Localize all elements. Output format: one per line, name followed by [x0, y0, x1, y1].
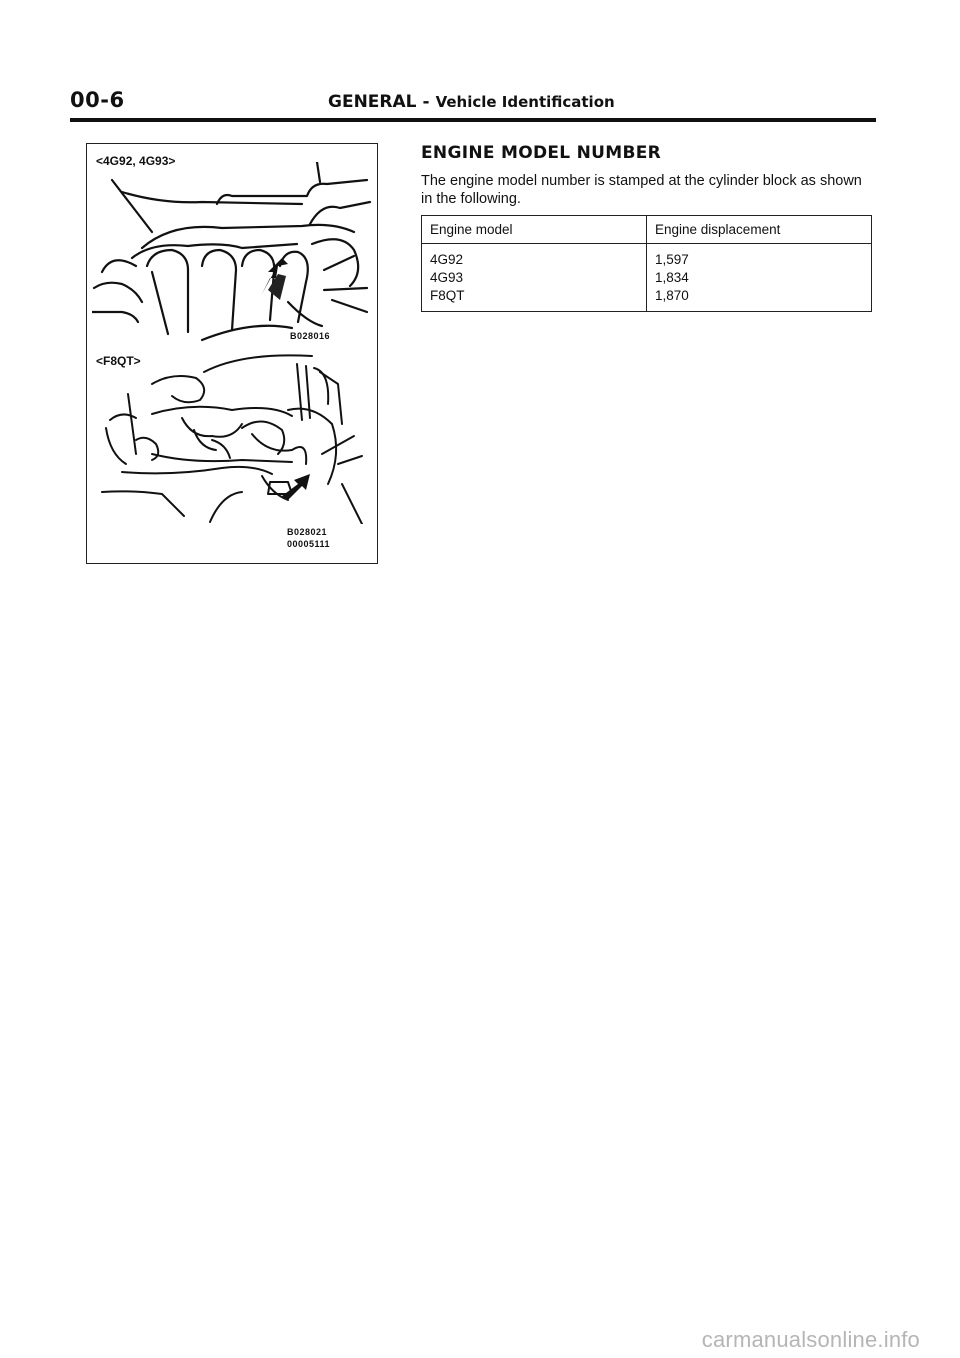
engine-displacement-cell [647, 244, 872, 312]
engine-model-number-section [421, 143, 873, 208]
engine-displacement-value: 1,597 [655, 252, 689, 267]
engine-f8qt-illustration [92, 344, 372, 524]
engine-model-value: 4G93 [430, 270, 464, 285]
figure-label-4g92-4g93: <4G92, 4G93> [96, 154, 176, 168]
engine-displacement-value: 1,834 [655, 270, 689, 285]
engine-figure-panel [86, 143, 378, 564]
section-name: GENERAL [328, 92, 417, 112]
figure-code-b028016: B028016 [290, 331, 331, 341]
engine-spec-table [421, 215, 872, 312]
figure-label-f8qt: <F8QT> [96, 354, 141, 368]
table-row [422, 244, 872, 312]
watermark: carmanualsonline.info [701, 1327, 920, 1352]
table-header-row [422, 216, 872, 244]
column-header-engine-displacement: Engine displacement [647, 216, 872, 244]
section-description: The engine model number is stamped at the cylinder block as shown in the following. [421, 173, 862, 207]
engine-model-value: 4G92 [430, 252, 464, 267]
engine-model-cell [422, 244, 647, 312]
page-number: 00-6 [70, 88, 125, 112]
engine-4g92-illustration [92, 162, 372, 342]
section-title [328, 92, 615, 112]
figure-code-b028021: B028021 [287, 527, 328, 537]
engine-displacement-value: 1,870 [655, 288, 689, 303]
page-header [70, 88, 876, 120]
figure-id: 00005111 [287, 539, 331, 549]
column-header-engine-model: Engine model [422, 216, 647, 244]
subsection-name: Vehicle Identification [435, 93, 615, 111]
header-rule [70, 118, 876, 122]
engine-model-value: F8QT [430, 288, 465, 303]
title-separator: - [422, 92, 430, 112]
section-heading: ENGINE MODEL NUMBER [421, 143, 662, 163]
